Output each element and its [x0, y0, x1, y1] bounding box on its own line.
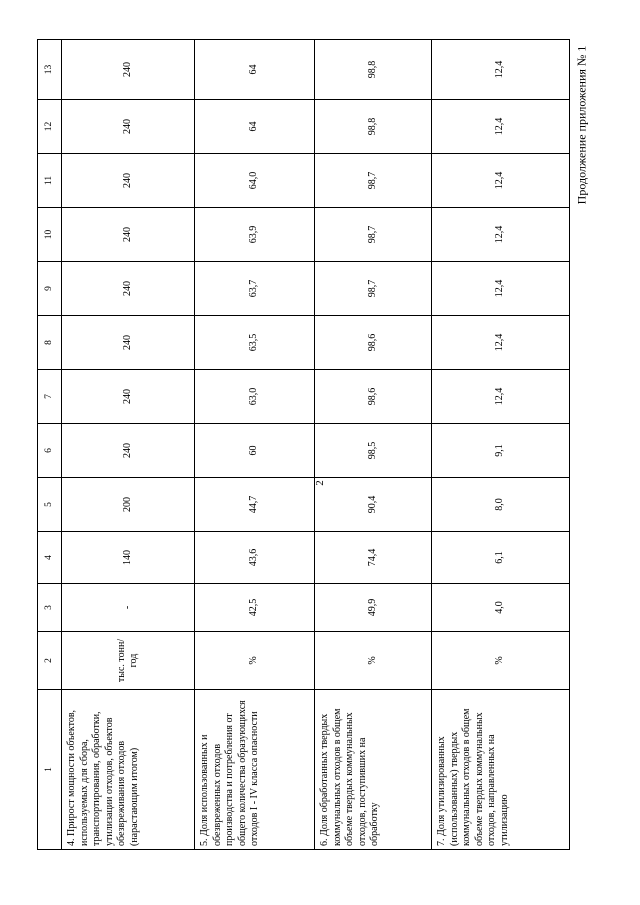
- value-cell: 140: [62, 532, 195, 584]
- table-row: [315, 40, 432, 850]
- unit-cell: %: [432, 632, 570, 690]
- value-cell: 98,6: [315, 370, 432, 424]
- table-row: [432, 40, 570, 850]
- value-cell: 63,5: [195, 316, 315, 370]
- value-cell: 12,4: [432, 208, 570, 262]
- value-cell: 9,1: [432, 424, 570, 478]
- column-number: 8: [38, 316, 62, 370]
- value-cell: 90,4: [315, 478, 432, 532]
- column-number: 4: [38, 532, 62, 584]
- value-cell: 240: [62, 424, 195, 478]
- value-cell: 98,6: [315, 316, 432, 370]
- value-cell: 98,8: [315, 40, 432, 100]
- value-cell: 98,5: [315, 424, 432, 478]
- value-cell: 12,4: [432, 40, 570, 100]
- value-cell: 49,9: [315, 584, 432, 632]
- value-cell: 240: [62, 370, 195, 424]
- indicator-name: 6. Доля обработанных твердых коммунальных отходов в общем объеме твердых коммунальных отходов, поступивших на обработку: [315, 690, 432, 850]
- value-cell: 6,1: [432, 532, 570, 584]
- value-cell: 12,4: [432, 100, 570, 154]
- value-cell: 63,0: [195, 370, 315, 424]
- value-cell: 240: [62, 40, 195, 100]
- column-number: 1: [38, 690, 62, 850]
- value-cell: 12,4: [432, 316, 570, 370]
- value-cell: 4,0: [432, 584, 570, 632]
- value-cell: 240: [62, 100, 195, 154]
- column-number: 10: [38, 208, 62, 262]
- indicator-name: 7. Доля утилизированных (использованных) твердых коммунальных отходов в общем объеме твердых коммунальных отходов, направленных на утилизацию: [432, 690, 570, 850]
- column-number: 7: [38, 370, 62, 424]
- appendix-note: Продолжение приложения № 1: [574, 45, 589, 205]
- value-cell: 240: [62, 154, 195, 208]
- value-cell: 74,4: [315, 532, 432, 584]
- value-cell: 42,5: [195, 584, 315, 632]
- value-cell: 240: [62, 208, 195, 262]
- value-cell: 240: [62, 262, 195, 316]
- value-cell: 240: [62, 316, 195, 370]
- value-cell: 64: [195, 100, 315, 154]
- indicators-table: [37, 39, 570, 850]
- value-cell: 12,4: [432, 262, 570, 316]
- value-cell: 44,7: [195, 478, 315, 532]
- value-cell: 60: [195, 424, 315, 478]
- value-cell: 98,7: [315, 262, 432, 316]
- value-cell: 64,0: [195, 154, 315, 208]
- value-cell: 8,0: [432, 478, 570, 532]
- unit-cell: тыс. тонн/год: [62, 632, 195, 690]
- column-number: 9: [38, 262, 62, 316]
- column-number: 6: [38, 424, 62, 478]
- value-cell: 98,7: [315, 154, 432, 208]
- page-number: 2: [314, 480, 326, 486]
- table-row: [62, 40, 195, 850]
- unit-cell: %: [195, 632, 315, 690]
- value-cell: -: [62, 584, 195, 632]
- column-number: 11: [38, 154, 62, 208]
- value-cell: 63,9: [195, 208, 315, 262]
- column-number-row: [38, 40, 62, 850]
- value-cell: 64: [195, 40, 315, 100]
- indicator-name: 4. Прирост мощности объектов, используемых для сбора, транспортирования, обработки, утилизации отходов, объектов обезвреживания отходов (нарастающим итогом): [62, 690, 195, 850]
- value-cell: 12,4: [432, 370, 570, 424]
- column-number: 13: [38, 40, 62, 100]
- value-cell: 98,7: [315, 208, 432, 262]
- unit-cell: %: [315, 632, 432, 690]
- value-cell: 98,8: [315, 100, 432, 154]
- column-number: 3: [38, 584, 62, 632]
- value-cell: 200: [62, 478, 195, 532]
- column-number: 5: [38, 478, 62, 532]
- value-cell: 12,4: [432, 154, 570, 208]
- rotated-table-container: [37, 40, 569, 850]
- table-row: [195, 40, 315, 850]
- column-number: 2: [38, 632, 62, 690]
- column-number: 12: [38, 100, 62, 154]
- value-cell: 63,7: [195, 262, 315, 316]
- indicator-name: 5. Доля использованных и обезвреженных отходов производства и потребления от общего количества образующихся отходов I - IV класса опасности: [195, 690, 315, 850]
- value-cell: 43,6: [195, 532, 315, 584]
